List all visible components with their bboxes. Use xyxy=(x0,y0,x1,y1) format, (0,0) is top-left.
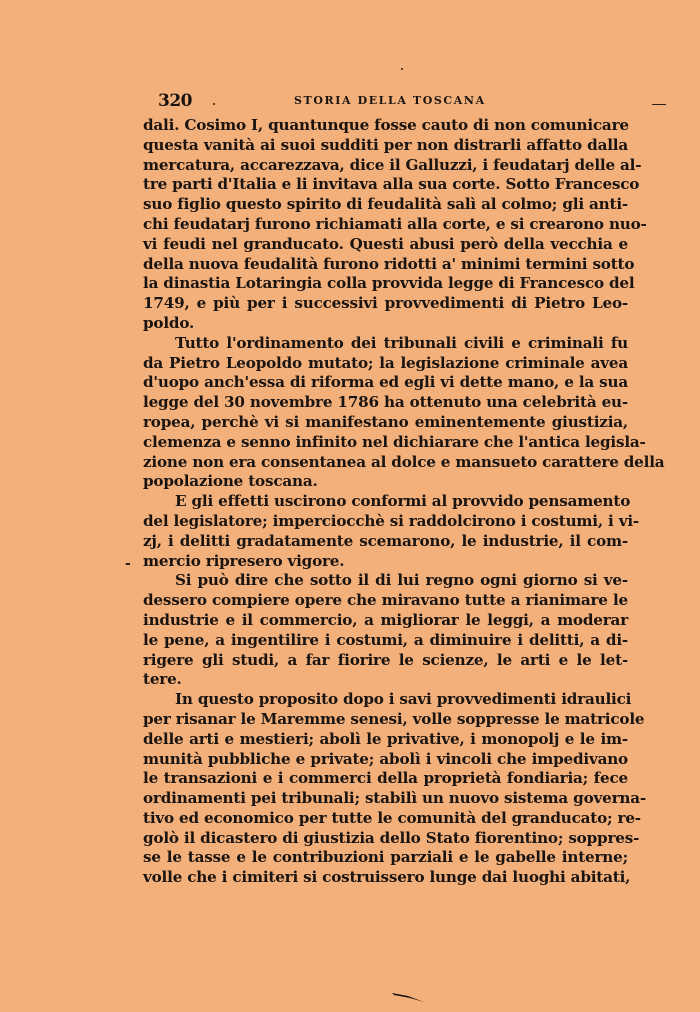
running-head xyxy=(158,91,628,113)
text-line: d'uopo anch'essa di riforma ed egli vi dette mano, e la sua xyxy=(143,373,628,392)
text-line: golò il dicastero di giustizia dello Stato fiorentino; soppres- xyxy=(143,828,640,847)
margin-dash xyxy=(652,104,666,105)
text-line: zj, i delitti gradatamente scemarono, le industrie, il com- xyxy=(143,531,628,550)
text-line: dessero compiere opere che miravano tutte a rianimare le xyxy=(143,591,628,610)
text-line: delle arti e mestieri; abolì le privative, i monopolj e le im- xyxy=(143,729,628,748)
text-line: le pene, a ingentilire i costumi, a diminuire i delitti, a di- xyxy=(143,630,628,649)
ink-speck xyxy=(401,68,403,70)
text-line: tivo ed economico per tutte le comunità del granducato; re- xyxy=(143,808,641,827)
text-line: industrie e il commercio, a migliorar le leggi, a moderar xyxy=(143,610,628,629)
text-line: clemenza e senno infinito nel dichiarare che l'antica legisla- xyxy=(143,432,646,451)
text-line: mercio ripresero vigore. xyxy=(143,551,345,570)
text-line: per risanar le Maremme senesi, volle soppresse le matricole xyxy=(143,709,645,728)
text-line: se le tasse e le contribuzioni parziali e le gabelle interne; xyxy=(143,848,628,867)
text-line: le transazioni e i commerci della proprietà fondiaria; fece xyxy=(143,769,628,788)
page-number: 320 xyxy=(158,91,192,111)
text-line: questa vanità ai suoi sudditi per non distrarli affatto dalla xyxy=(143,135,628,154)
text-line: vi feudi nel granducato. Questi abusi però della vecchia e xyxy=(143,234,628,253)
ink-speck xyxy=(213,103,215,105)
text-line: dali. Cosimo I, quantunque fosse cauto di non comunicare xyxy=(143,116,629,134)
text-line: tere. xyxy=(143,670,182,689)
text-line: suo figlio questo spirito di feudalità salì al colmo; gli anti- xyxy=(143,195,628,214)
text-line: da Pietro Leopoldo mutato; la legislazione criminale avea xyxy=(143,353,628,372)
text-line: popolazione toscana. xyxy=(143,472,318,491)
text-line: poldo. xyxy=(143,313,195,332)
text-line: la dinastia Lotaringia colla provvida legge di Francesco del xyxy=(143,274,635,293)
text-line: ropea, perchè vi si manifestano eminentemente giustizia, xyxy=(143,412,628,431)
text-line: tre parti d'Italia e li invitava alla sua corte. Sotto Francesco xyxy=(143,175,640,194)
text-line: 1749, e più per i successivi provvedimenti di Pietro Leo- xyxy=(143,294,628,313)
margin-mark: - xyxy=(125,556,131,572)
text-line: della nuova feudalità furono ridotti a' minimi termini sotto xyxy=(143,254,635,273)
text-line: del legislatore; imperciocchè si raddolcirono i costumi, i vi- xyxy=(143,511,639,530)
text-line: E gli effetti uscirono conformi al provvido pensamento xyxy=(175,492,631,511)
body-text xyxy=(143,116,665,888)
text-line: In questo proposito dopo i savi provvedimenti idraulici xyxy=(175,690,632,709)
text-line: ordinamenti pei tribunali; stabilì un nuovo sistema governa- xyxy=(143,789,646,808)
text-line: legge del 30 novembre 1786 ha ottenuto una celebrità eu- xyxy=(143,393,628,412)
text-line: volle che i cimiteri si costruissero lunge dai luoghi abitati, xyxy=(143,868,631,887)
text-line: zione non era consentanea al dolce e mansueto carattere della xyxy=(143,452,665,471)
text-line: mercatura, accarezzava, dice il Galluzzi, i feudatarj delle al- xyxy=(143,155,642,174)
text-line: chi feudatarj furono richiamati alla corte, e si crearono nuo- xyxy=(143,214,647,233)
text-line: Tutto l'ordinamento dei tribunali civili e criminali fu xyxy=(175,333,628,352)
printer-mark-icon xyxy=(390,990,426,1004)
text-line: rigere gli studi, a far fiorire le scienze, le arti e le let- xyxy=(143,650,628,669)
running-title: STORIA DELLA TOSCANA xyxy=(294,94,486,107)
text-line: munità pubbliche e private; abolì i vincoli che impedivano xyxy=(143,749,628,768)
text-line: Si può dire che sotto il di lui regno ogni giorno si ve- xyxy=(175,571,628,590)
